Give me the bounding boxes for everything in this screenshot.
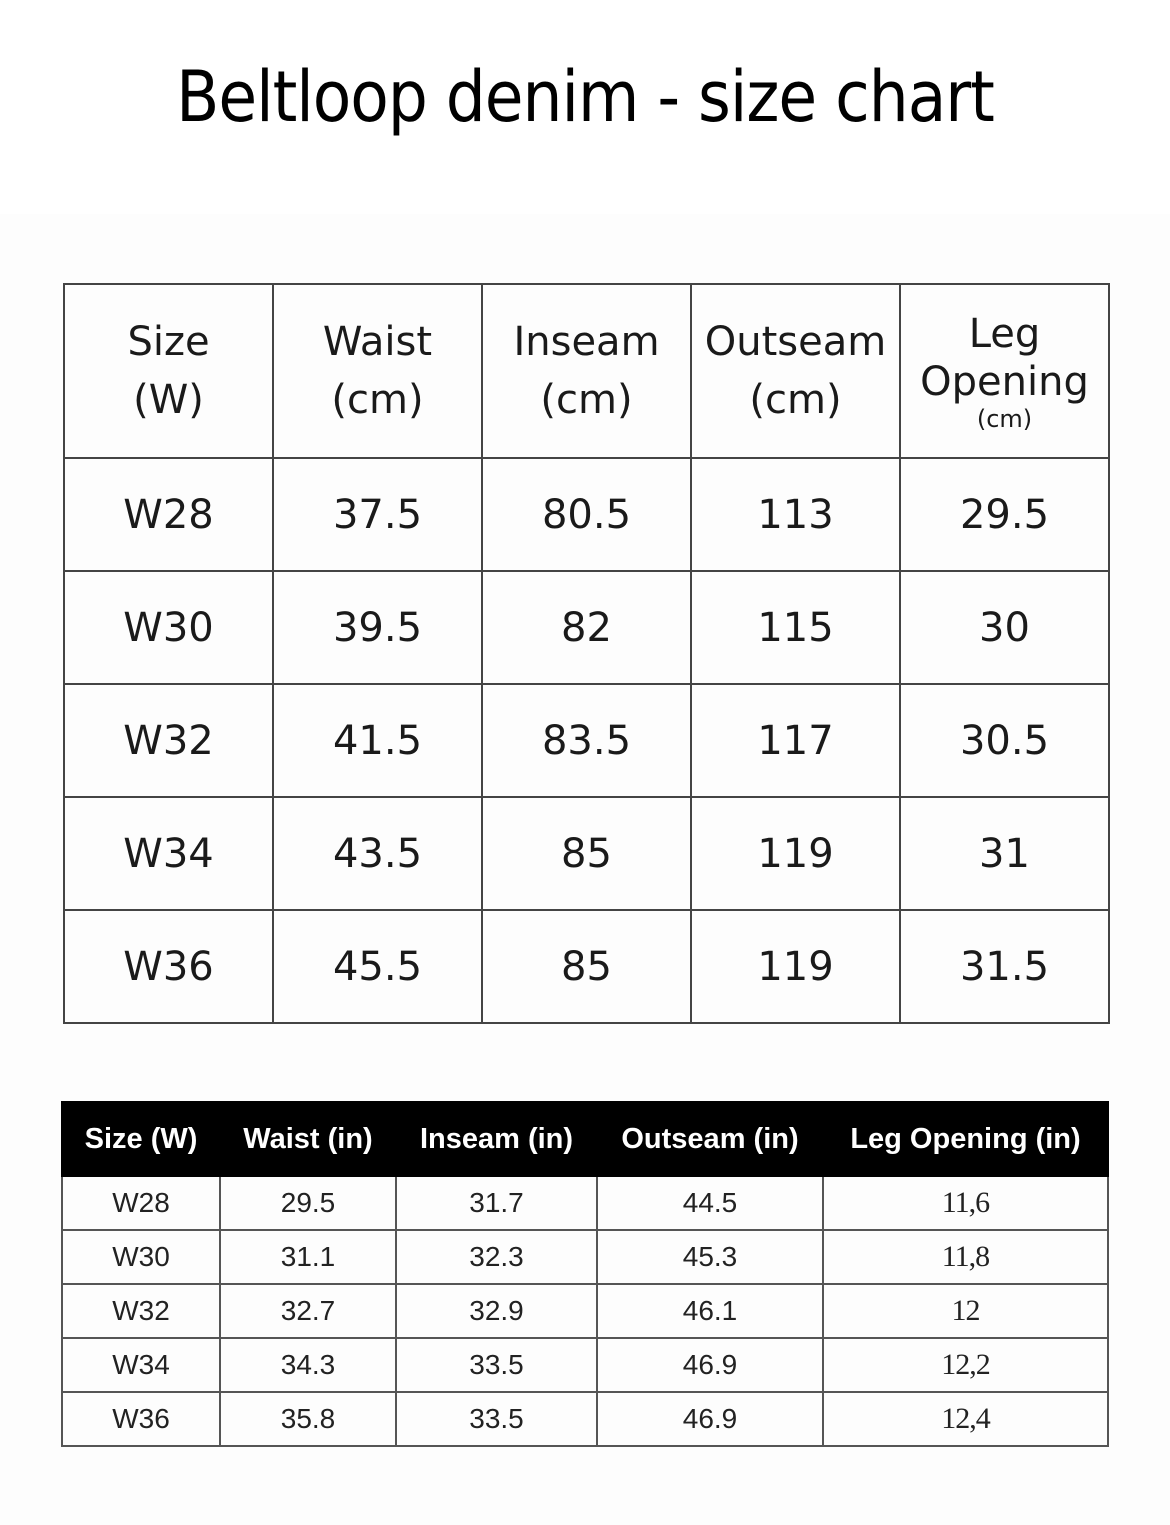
table-row [64,797,1109,910]
header-row [62,1102,1108,1176]
cell-waist: 39.5 [273,571,482,684]
cell-size: W30 [62,1230,220,1284]
cell-waist: 37.5 [273,458,482,571]
cell-leg-opening: 31.5 [900,910,1109,1023]
cell-outseam: 46.9 [597,1338,823,1392]
cell-leg-opening: 11,6 [823,1176,1108,1230]
cell-inseam: 31.7 [396,1176,597,1230]
cell-waist: 32.7 [220,1284,396,1338]
cell-leg-opening: 11,8 [823,1230,1108,1284]
cell-outseam: 113 [691,458,900,571]
table-row [64,910,1109,1023]
table-row [62,1176,1108,1230]
header-size: Size (W) [64,284,273,458]
header-waist: Waist (cm) [273,284,482,458]
cell-outseam: 119 [691,910,900,1023]
cell-waist: 31.1 [220,1230,396,1284]
cell-size: W30 [64,571,273,684]
header-inseam: Inseam (in) [396,1102,597,1176]
cell-outseam: 45.3 [597,1230,823,1284]
cell-size: W36 [62,1392,220,1446]
cell-inseam: 33.5 [396,1338,597,1392]
cell-outseam: 115 [691,571,900,684]
cell-waist: 34.3 [220,1338,396,1392]
cell-waist: 43.5 [273,797,482,910]
cell-size: W32 [64,684,273,797]
cell-inseam: 32.9 [396,1284,597,1338]
cell-inseam: 80.5 [482,458,691,571]
table-row [64,684,1109,797]
cell-inseam: 82 [482,571,691,684]
header-waist: Waist (in) [220,1102,396,1176]
cell-inseam: 85 [482,797,691,910]
header-row [64,284,1109,458]
cell-leg-opening: 30 [900,571,1109,684]
cell-waist: 29.5 [220,1176,396,1230]
table-row [62,1230,1108,1284]
table-row [64,458,1109,571]
cell-waist: 45.5 [273,910,482,1023]
page-title: Beltloop denim - size chart [176,56,994,138]
cell-size: W34 [62,1338,220,1392]
header-outseam: Outseam (cm) [691,284,900,458]
cell-outseam: 46.9 [597,1392,823,1446]
cell-outseam: 117 [691,684,900,797]
cell-outseam: 44.5 [597,1176,823,1230]
cell-leg-opening: 12,4 [823,1392,1108,1446]
cell-leg-opening: 29.5 [900,458,1109,571]
table-row [62,1284,1108,1338]
cell-size: W28 [62,1176,220,1230]
cell-outseam: 119 [691,797,900,910]
size-table-cm [63,283,1110,1024]
header-leg-opening: Leg Opening (cm) [900,284,1109,458]
cell-size: W28 [64,458,273,571]
table-row [62,1338,1108,1392]
table-row [62,1392,1108,1446]
table-row [64,571,1109,684]
size-table-inches [61,1101,1109,1447]
cell-leg-opening: 12,2 [823,1338,1108,1392]
cell-leg-opening: 31 [900,797,1109,910]
header-inseam: Inseam (cm) [482,284,691,458]
cell-size: W32 [62,1284,220,1338]
cell-leg-opening: 30.5 [900,684,1109,797]
cell-inseam: 83.5 [482,684,691,797]
cell-size: W36 [64,910,273,1023]
header-outseam: Outseam (in) [597,1102,823,1176]
cell-inseam: 33.5 [396,1392,597,1446]
cell-waist: 41.5 [273,684,482,797]
cell-inseam: 85 [482,910,691,1023]
cell-size: W34 [64,797,273,910]
cell-waist: 35.8 [220,1392,396,1446]
header-leg-opening: Leg Opening (in) [823,1102,1108,1176]
header-size: Size (W) [62,1102,220,1176]
cell-outseam: 46.1 [597,1284,823,1338]
cell-leg-opening: 12 [823,1284,1108,1338]
cell-inseam: 32.3 [396,1230,597,1284]
